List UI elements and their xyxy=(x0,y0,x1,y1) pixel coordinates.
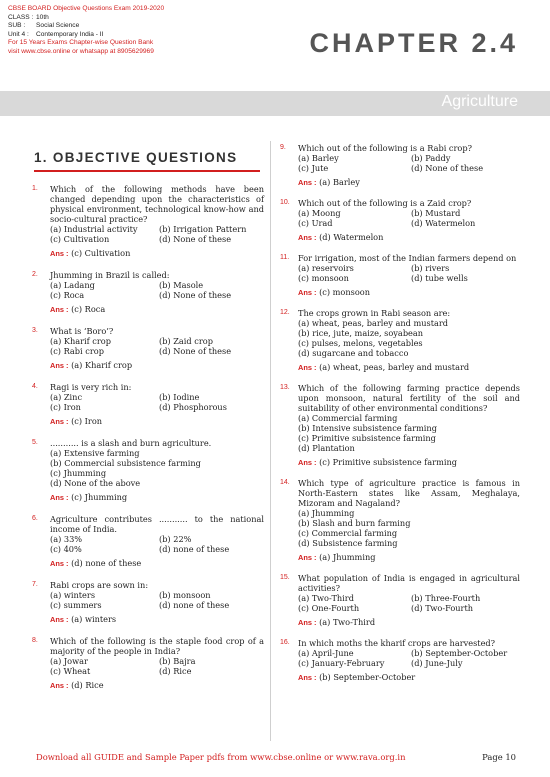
option: (b) Commercial subsistence farming xyxy=(50,458,201,468)
option: (c) 40% xyxy=(50,544,82,554)
option: (d) Plantation xyxy=(298,443,355,453)
options-list xyxy=(298,263,520,283)
answer-label: Ans : xyxy=(50,615,69,624)
options-list xyxy=(50,656,264,676)
answer-label: Ans : xyxy=(50,493,69,502)
question-text: The crops grown in Rabi season are: xyxy=(298,308,451,318)
answer-label: Ans : xyxy=(50,681,69,690)
question-text: Agriculture contributes ........... to the national income of India. xyxy=(50,514,264,534)
options-list xyxy=(298,318,520,358)
option: (c) Cultivation xyxy=(50,234,110,244)
class-label: CLASS : xyxy=(8,13,34,21)
answer-value: (a) wheat, peas, barley and mustard xyxy=(319,362,470,372)
answer-value: (c) Roca xyxy=(71,304,106,314)
option: (c) Wheat xyxy=(50,666,91,676)
option: (b) Irrigation Pattern xyxy=(159,224,247,234)
option: (b) 22% xyxy=(159,534,192,544)
question-text: Which type of agriculture practice is famous in North-Eastern states like Assam, Meghalaya, Mizoram and Nagaland? xyxy=(298,478,520,508)
question-item xyxy=(32,514,264,569)
option: (d) None of these xyxy=(159,234,232,244)
option: (a) reservoirs xyxy=(298,263,354,273)
answer-label: Ans : xyxy=(298,553,317,562)
question-text: ........... is a slash and burn agriculture. xyxy=(50,438,212,448)
question-item xyxy=(32,184,264,259)
answer-line xyxy=(298,362,520,373)
answer-line xyxy=(298,232,520,243)
option: (a) winters xyxy=(50,590,96,600)
header-visit-line: visit www.cbse.online or whatsapp at 8905629969 xyxy=(8,47,154,55)
option: (b) Masole xyxy=(159,280,204,290)
options-list xyxy=(298,648,520,668)
option: (c) summers xyxy=(50,600,102,610)
option: (c) Urad xyxy=(298,218,333,228)
option: (b) Slash and burn farming xyxy=(298,518,411,528)
question-number: 11. xyxy=(280,254,290,261)
question-number: 13. xyxy=(280,384,290,391)
option: (a) Jhumming xyxy=(298,508,355,518)
answer-label: Ans : xyxy=(298,458,317,467)
answer-line xyxy=(50,304,264,315)
question-number: 14. xyxy=(280,479,290,486)
answer-line xyxy=(298,177,520,188)
section-title: 1. OBJECTIVE QUESTIONS xyxy=(34,150,238,165)
answer-value: (c) Cultivation xyxy=(71,248,131,258)
options-list xyxy=(50,224,264,244)
answer-value: (a) Two-Third xyxy=(319,617,376,627)
header-info xyxy=(8,5,164,57)
page-number: Page 10 xyxy=(482,752,516,762)
answer-line xyxy=(50,614,264,625)
question-number: 7. xyxy=(32,581,38,588)
question-text: Which out of the following is a Zaid crop? xyxy=(298,198,472,208)
option: (c) Commercial farming xyxy=(298,528,398,538)
option: (a) Barley xyxy=(298,153,339,163)
question-number: 2. xyxy=(32,271,38,278)
option: (d) Phosphorous xyxy=(159,402,227,412)
option: (a) Moong xyxy=(298,208,341,218)
options-list xyxy=(50,280,264,300)
options-list xyxy=(298,153,520,173)
option: (c) pulses, melons, vegetables xyxy=(298,338,423,348)
question-text: Which of the following farming practice depends upon monsoon, natural fertility of the soil and suitability of other environmental conditions? xyxy=(298,383,520,413)
question-item xyxy=(32,326,264,371)
option: (d) June-July xyxy=(411,658,463,668)
answer-line xyxy=(298,672,520,683)
option: (a) Industrial activity xyxy=(50,224,138,234)
option: (b) Paddy xyxy=(411,153,451,163)
options-list xyxy=(50,336,264,356)
option: (c) Roca xyxy=(50,290,85,300)
option: (a) Kharif crop xyxy=(50,336,111,346)
column-divider xyxy=(270,141,271,741)
question-item xyxy=(32,636,264,691)
subject-label: SUB : xyxy=(8,22,26,30)
question-number: 15. xyxy=(280,574,290,581)
option: (a) Jowar xyxy=(50,656,88,666)
answer-label: Ans : xyxy=(298,178,317,187)
options-list xyxy=(298,593,520,613)
question-item xyxy=(32,580,264,625)
question-item xyxy=(32,438,264,503)
question-number: 4. xyxy=(32,383,38,390)
answer-label: Ans : xyxy=(298,363,317,372)
option: (c) January-February xyxy=(298,658,385,668)
question-number: 12. xyxy=(280,309,290,316)
option: (c) Iron xyxy=(50,402,81,412)
option: (d) Rice xyxy=(159,666,192,676)
answer-value: (c) Jhumming xyxy=(71,492,128,502)
band-title: Agriculture xyxy=(441,93,518,110)
option: (a) 33% xyxy=(50,534,83,544)
unit-label: Unit 4 : xyxy=(8,30,29,38)
answer-label: Ans : xyxy=(298,233,317,242)
answer-value: (a) Jhumming xyxy=(319,552,376,562)
option: (b) Zaid crop xyxy=(159,336,213,346)
question-text: For irrigation, most of the Indian farmers depend on xyxy=(298,253,517,263)
answer-label: Ans : xyxy=(298,618,317,627)
question-text: Which out of the following is a Rabi crop? xyxy=(298,143,472,153)
answer-label: Ans : xyxy=(298,673,317,682)
option: (c) Primitive subsistence farming xyxy=(298,433,436,443)
question-number: 8. xyxy=(32,637,38,644)
answer-line xyxy=(298,457,520,468)
option: (d) Watermelon xyxy=(411,218,476,228)
answer-label: Ans : xyxy=(50,417,69,426)
option: (d) None of these xyxy=(159,290,232,300)
header-promo-line: For 15 Years Exams Chapter-wise Question Bank xyxy=(8,39,154,47)
question-number: 5. xyxy=(32,439,38,446)
option: (a) Two-Third xyxy=(298,593,354,603)
footer-download-link[interactable]: Download all GUIDE and Sample Paper pdfs from www.cbse.online or www.rava.org.in xyxy=(36,752,406,762)
question-number: 9. xyxy=(280,144,286,151)
option: (c) monsoon xyxy=(298,273,349,283)
question-item xyxy=(32,270,264,315)
options-list xyxy=(50,392,264,412)
question-number: 16. xyxy=(280,639,290,646)
question-text: Which of the following is the staple food crop of a majority of the people in India? xyxy=(50,636,264,656)
option: (a) April-June xyxy=(298,648,354,658)
footer xyxy=(36,752,520,762)
option: (d) tube wells xyxy=(411,273,468,283)
option: (d) Subsistence farming xyxy=(298,538,398,548)
question-item xyxy=(280,198,520,243)
option: (c) Rabi crop xyxy=(50,346,104,356)
options-list xyxy=(50,590,264,610)
answer-line xyxy=(50,558,264,569)
section-underline xyxy=(34,170,260,172)
answer-line xyxy=(298,287,520,298)
options-list xyxy=(50,534,264,554)
answer-line xyxy=(298,552,520,563)
option: (d) None of these xyxy=(159,346,232,356)
option: (b) Iodine xyxy=(159,392,200,402)
options-list xyxy=(50,448,264,488)
answer-line xyxy=(298,617,520,628)
answer-label: Ans : xyxy=(50,559,69,568)
answer-value: (d) Rice xyxy=(71,680,104,690)
answer-value: (a) Barley xyxy=(319,177,360,187)
answer-value: (b) September-October xyxy=(319,672,416,682)
header-subject-line xyxy=(8,22,164,31)
question-text: What population of India is engaged in agricultural activities? xyxy=(298,573,520,593)
answer-value: (c) Primitive subsistence farming xyxy=(319,457,457,467)
option: (d) sugarcane and tobacco xyxy=(298,348,409,358)
question-text: Ragi is very rich in: xyxy=(50,382,132,392)
option: (b) Intensive subsistence farming xyxy=(298,423,437,433)
option: (d) None of the above xyxy=(50,478,141,488)
question-number: 1. xyxy=(32,185,38,192)
chapter-title: CHAPTER 2.4 xyxy=(309,28,518,58)
option: (a) Commercial farming xyxy=(298,413,398,423)
answer-line xyxy=(50,416,264,427)
right-column xyxy=(280,143,520,693)
answer-line xyxy=(50,248,264,259)
answer-label: Ans : xyxy=(50,361,69,370)
question-text: Jhumming in Brazil is called: xyxy=(50,270,170,280)
question-item xyxy=(280,143,520,188)
answer-label: Ans : xyxy=(50,305,69,314)
answer-value: (d) Watermelon xyxy=(319,232,384,242)
answer-value: (a) winters xyxy=(71,614,117,624)
answer-value: (c) Iron xyxy=(71,416,103,426)
answer-line xyxy=(50,360,264,371)
option: (d) none of these xyxy=(159,600,230,610)
option: (a) Ladang xyxy=(50,280,95,290)
option: (b) Bajra xyxy=(159,656,196,666)
class-value: 10th xyxy=(36,13,49,21)
header-exam-line: CBSE BOARD Objective Questions Exam 2019-2020 xyxy=(8,5,165,12)
question-text: Rabi crops are sown in: xyxy=(50,580,149,590)
question-number: 6. xyxy=(32,515,38,522)
answer-value: (c) monsoon xyxy=(319,287,370,297)
header-class-line xyxy=(8,14,164,23)
question-item xyxy=(280,253,520,298)
options-list xyxy=(298,508,520,548)
option: (a) Zinc xyxy=(50,392,83,402)
question-item xyxy=(280,478,520,563)
option: (c) Jute xyxy=(298,163,329,173)
left-column xyxy=(32,184,264,702)
question-text: What is ‘Boro’? xyxy=(50,326,114,336)
question-item xyxy=(280,573,520,628)
option: (a) wheat, peas, barley and mustard xyxy=(298,318,449,328)
option: (a) Extensive farming xyxy=(50,448,140,458)
option: (c) Jhumming xyxy=(50,468,107,478)
question-item xyxy=(280,308,520,373)
option: (c) One-Fourth xyxy=(298,603,360,613)
option: (d) none of these xyxy=(159,544,230,554)
option: (b) Three-Fourth xyxy=(411,593,481,603)
question-item xyxy=(280,638,520,683)
question-text: Which of the following methods have been changed depending upon the characteristics of physical environment, technological know-how and socio-cultural practice? xyxy=(50,184,264,224)
options-list xyxy=(298,208,520,228)
header-unit-line xyxy=(8,31,164,40)
option: (b) rivers xyxy=(411,263,450,273)
option: (d) Two-Fourth xyxy=(411,603,474,613)
option: (b) September-October xyxy=(411,648,508,658)
answer-line xyxy=(50,680,264,691)
question-text: In which moths the kharif crops are harvested? xyxy=(298,638,496,648)
answer-label: Ans : xyxy=(50,249,69,258)
option: (d) None of these xyxy=(411,163,484,173)
question-item xyxy=(280,383,520,468)
answer-line xyxy=(50,492,264,503)
option: (b) Mustard xyxy=(411,208,461,218)
option: (b) monsoon xyxy=(159,590,211,600)
answer-value: (a) Kharif crop xyxy=(71,360,133,370)
question-number: 3. xyxy=(32,327,38,334)
options-list xyxy=(298,413,520,453)
option: (b) rice, jute, maize, soyabean xyxy=(298,328,424,338)
answer-value: (d) none of these xyxy=(71,558,142,568)
answer-label: Ans : xyxy=(298,288,317,297)
unit-value: Contemporary India - II xyxy=(36,30,104,38)
question-item xyxy=(32,382,264,427)
subject-value: Social Science xyxy=(36,22,80,30)
question-number: 10. xyxy=(280,199,290,206)
